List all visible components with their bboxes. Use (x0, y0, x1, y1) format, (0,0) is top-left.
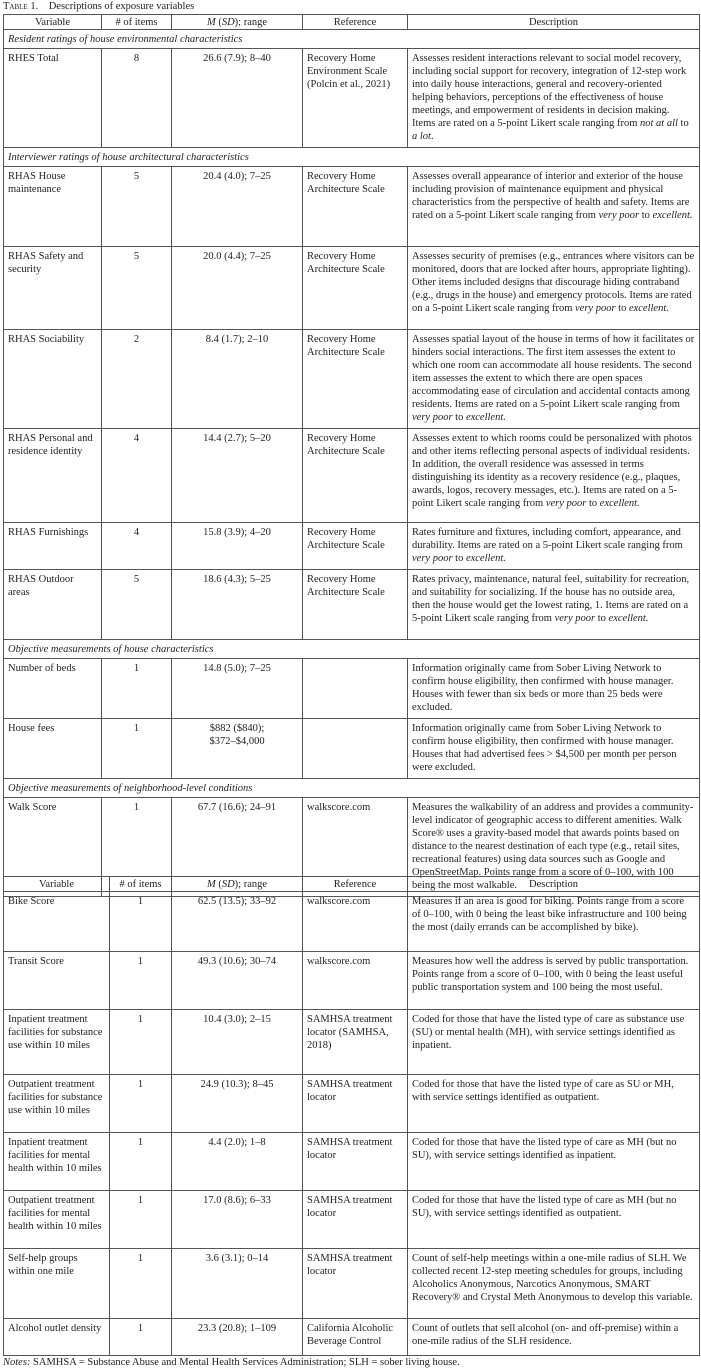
scale-high: a lot (412, 131, 431, 142)
msd-cell: 20.0 (4.4); 7–25 (203, 251, 271, 262)
scale-low: very poor (598, 210, 640, 221)
notes-label: Notes: (3, 1357, 31, 1368)
msd-cell: 26.6 (7.9); 8–40 (203, 53, 271, 64)
notes-text: SAMHSA = Substance Abuse and Mental Health Services Administration; SLH = sober living house. (33, 1357, 460, 1368)
description-cell (408, 570, 699, 629)
variable-cell: Alcohol outlet density (8, 1323, 102, 1334)
variable-cell: House fees (8, 723, 55, 734)
description-cell: Information originally came from Sober Living Network to confirm house eligibility, then confirmed with house manager. Houses with fewer than six beds or more than 25 beds were excluded. (412, 663, 674, 713)
reference-cell: SAMHSA treatment locator (307, 1195, 393, 1219)
description-cell (408, 49, 699, 147)
scale-high: excellent. (608, 613, 649, 624)
scale-low: very poor (575, 303, 616, 314)
msd-cell: 18.6 (4.3); 5–25 (203, 574, 271, 585)
scale-low: very poor (412, 553, 453, 564)
col-header-reference: Reference (303, 15, 408, 30)
msd-cell: 14.8 (5.0); 7–25 (203, 663, 271, 674)
variable-cell: Transit Score (8, 956, 64, 967)
description-cell: Measures if an area is good for biking. Points range from a score of 0–100, with 0 being the least bike infrastructure and 100 being the most (daily errands can be accomplished by bike). (412, 896, 687, 933)
msd-cell: 10.4 (3.0); 2–15 (203, 1014, 271, 1025)
description-cell: Coded for those that have the listed type of care as SU or MH, with service settings identified as outpatient. (412, 1079, 674, 1103)
header-row (4, 15, 700, 30)
description-cell: Coded for those that have the listed type of care as MH (but no SU), with service settings identified as inpatient. (412, 1137, 677, 1161)
section-title: Resident ratings of house environmental characteristics (4, 30, 700, 49)
items-cell: 1 (137, 896, 144, 907)
table-row (4, 1191, 700, 1249)
msd-cell: 20.4 (4.0); 7–25 (203, 171, 271, 182)
scale-high: excellent. (652, 210, 693, 221)
variable-cell: RHAS Outdoor areas (8, 574, 74, 598)
variable-cell: Inpatient treatment facilities for mental health within 10 miles (8, 1137, 102, 1174)
table-notes (3, 1356, 460, 1369)
col-header-reference: Reference (303, 877, 408, 892)
description-text: Assesses resident interactions relevant to social model recovery, including social support for recovery, integration of 12-step work into daily house interactions, general and recovery-oriented helping behaviors, perceptions of the effectiveness of house meetings, and empowerment of residents in decision making. Items are rated on a 5-point Likert scale ranging from (412, 53, 687, 129)
reference-cell: SAMHSA treatment locator (307, 1253, 393, 1277)
table-row (4, 659, 700, 719)
msd-cell (172, 719, 302, 752)
description-cell: Count of outlets that sell alcohol (on- and off-premise) within a one-mile radius of the SLH residence. (412, 1323, 679, 1347)
table-label: Table 1. (3, 1, 39, 12)
description-cell: Information originally came from Sober Living Network to confirm house eligibility, then confirmed with house manager. Houses that had advertised fees > $4,500 per month per person were excluded. (412, 723, 677, 773)
table-row (4, 429, 700, 523)
reference-cell: walkscore.com (307, 896, 371, 907)
description-cell (408, 330, 699, 428)
table-row (4, 1010, 700, 1075)
scale-conj: to (641, 210, 650, 221)
items-cell: 1 (137, 956, 144, 967)
col-header-variable: Variable (4, 15, 102, 30)
description-cell (408, 247, 699, 319)
reference-cell: Recovery Home Architecture Scale (307, 574, 385, 598)
table-row (4, 523, 700, 570)
header-row (4, 877, 700, 892)
scale-low: very poor (554, 613, 596, 624)
variable-cell: Outpatient treatment facilities for substance use within 10 miles (8, 1079, 103, 1116)
scale-end: . (430, 131, 434, 142)
msd-cell: 14.4 (2.7); 5–20 (203, 433, 271, 444)
description-text: Assesses security of premises (e.g., entrances where visitors can be monitored, doors that are locked after hours, appropriate lighting). Other items included designs that discourage hiding contraband (e.g., drugs in the house) and emergency protocols. Items are rated on a 5-point Likert scale ranging from (412, 251, 695, 314)
table-row (4, 1133, 700, 1191)
table-row (4, 1319, 700, 1356)
col-header-description: Description (408, 15, 700, 30)
table-row (4, 1249, 700, 1319)
section-row (4, 640, 700, 659)
items-cell: 2 (133, 334, 140, 345)
table-row (4, 892, 700, 952)
table-title: Descriptions of exposure variables (48, 1, 195, 12)
scale-high: excellent. (465, 553, 506, 564)
msd-cell: 4.4 (2.0); 1–8 (208, 1137, 266, 1148)
scale-conj: to (455, 412, 464, 423)
col-header-msd: M (SD); range (172, 877, 303, 892)
description-cell: Measures how well the address is served by public transportation. Points range from a score of 0–100, with 0 being the least useful public transportation system and 100 being the most useful. (412, 956, 689, 993)
reference-cell: Recovery Home Architecture Scale (307, 171, 385, 195)
table-caption (3, 0, 194, 13)
variable-cell: RHAS Furnishings (8, 527, 89, 538)
msd-cell: 23.3 (20.8); 1–109 (197, 1323, 277, 1334)
col-header-variable: Variable (4, 877, 110, 892)
msd-line: $882 ($840); (209, 723, 265, 734)
description-text: Rates privacy, maintenance, natural feel, suitability for recreation, and suitability for socializing. If the house has no outside area, then the house would get the lowest rating, 1. Items are rated on a 5-point Likert scale ranging from (412, 574, 690, 624)
msd-cell: 49.3 (10.6); 30–74 (197, 956, 277, 967)
msd-cell: 15.8 (3.9); 4–20 (203, 527, 271, 538)
variable-cell: Self-help groups within one mile (8, 1253, 78, 1277)
section-title: Objective measurements of neighborhood-level conditions (4, 779, 700, 798)
scale-high: excellent. (465, 412, 506, 423)
section-row (4, 148, 700, 167)
scale-conj: to (618, 303, 627, 314)
msd-cell: 8.4 (1.7); 2–10 (205, 334, 269, 345)
msd-cell: 17.0 (8.6); 6–33 (203, 1195, 271, 1206)
msd-cell: 24.9 (10.3); 8–45 (200, 1079, 274, 1090)
scale-low: very poor (412, 412, 453, 423)
exposure-table-part-1 (3, 14, 700, 897)
items-cell: 4 (133, 527, 140, 538)
col-header-items: # of items (110, 877, 172, 892)
section-row (4, 779, 700, 798)
table-row (4, 570, 700, 640)
msd-cell: 67.7 (16.6); 24–91 (197, 802, 277, 813)
table-row (4, 247, 700, 330)
description-cell: Coded for those that have the listed type of care as MH (but no SU), with service settings identified as outpatient. (412, 1195, 677, 1219)
items-cell: 1 (133, 802, 140, 813)
scale-conj: to (597, 613, 606, 624)
variable-cell: Outpatient treatment facilities for mental health within 10 miles (8, 1195, 102, 1232)
variable-cell: Inpatient treatment facilities for substance use within 10 miles (8, 1014, 103, 1051)
reference-cell: SAMHSA treatment locator (307, 1137, 393, 1161)
variable-cell: Walk Score (8, 802, 57, 813)
description-cell (408, 167, 699, 226)
reference-cell: California Alcoholic Beverage Control (307, 1323, 394, 1347)
reference-cell: Recovery Home Environment Scale (Polcin et al., 2021) (307, 53, 391, 90)
items-cell: 1 (137, 1253, 144, 1264)
scale-high: excellent. (628, 303, 669, 314)
msd-cell: 62.5 (13.5); 33–92 (197, 896, 277, 907)
items-cell: 5 (133, 171, 140, 182)
section-title: Interviewer ratings of house architectural characteristics (4, 148, 700, 167)
table-row (4, 330, 700, 429)
description-text: Assesses extent to which rooms could be personalized with photos and other items reflecting personal aspects of individual residents. In addition, the overall residence was assessed in terms distinguishing its identity as a recovery residence (e.g., plaques, awards, logos, recovery messages, etc.). Items are rated on a 5-point Likert scale ranging from (412, 433, 692, 509)
description-cell: Measures the walkability of an address and provides a community-level indicator of geographic access to different amenities. Walk Score® uses a gravity-based model that awards points based on distance to the nearest destination of each type (e.g., retail sites, recreational features) using data sources such as Google and OpenStreetMap. Points range from a score of 0–100, with 100 being the most walkable. (412, 802, 694, 891)
table-row (4, 167, 700, 247)
description-text: Assesses overall appearance of interior and exterior of the house including provision of maintenance equipment and physical characteristics from the perspective of health and safety. Items are rated on a 5-point Likert scale ranging from (412, 171, 690, 221)
table-row (4, 49, 700, 148)
scale-low: very poor (545, 498, 587, 509)
items-cell: 5 (133, 251, 140, 262)
items-cell: 1 (137, 1195, 144, 1206)
reference-cell (303, 659, 407, 666)
scale-low: not at all (640, 118, 678, 129)
table-row (4, 1075, 700, 1133)
variable-cell: Number of beds (8, 663, 76, 674)
items-cell: 1 (133, 663, 140, 674)
description-cell: Coded for those that have the listed type of care as substance use (SU) or mental health (MH), with service settings identified as inpatient. (412, 1014, 685, 1051)
items-cell: 1 (137, 1079, 144, 1090)
scale-conj: to (455, 553, 464, 564)
items-cell: 1 (133, 723, 140, 734)
description-text: Rates furniture and fixtures, including comfort, appearance, and durability. Items are rated on a 5-point Likert scale ranging from (412, 527, 683, 551)
col-header-items: # of items (102, 15, 172, 30)
reference-cell: Recovery Home Architecture Scale (307, 433, 385, 457)
items-cell: 1 (137, 1323, 144, 1334)
reference-cell: walkscore.com (307, 956, 371, 967)
variable-cell: RHAS Personal and residence identity (8, 433, 93, 457)
items-cell: 1 (137, 1014, 144, 1025)
items-cell: 8 (133, 53, 140, 64)
msd-line: $372–$4,000 (209, 736, 265, 747)
scale-conj: to (680, 118, 689, 129)
scale-high: excellent. (599, 498, 640, 509)
table-row (4, 719, 700, 779)
variable-cell: RHAS House maintenance (8, 171, 66, 195)
reference-cell (303, 719, 407, 726)
description-cell (408, 429, 699, 514)
msd-cell: 3.6 (3.1); 0–14 (205, 1253, 269, 1264)
items-cell: 4 (133, 433, 140, 444)
variable-cell: RHES Total (8, 53, 59, 64)
col-header-msd: M (SD); range (172, 15, 303, 30)
variable-cell: RHAS Sociability (8, 334, 85, 345)
description-text: Assesses spatial layout of the house in terms of how it facilitates or hinders social interactions. The first item assesses the extent to which one room can accommodate all house residents. The second item assesses the extent to which there are open spaces accommodating ease of circulation and accidental contacts among residents. Items are rated on a 5-point Likert scale ranging from (412, 334, 695, 410)
variable-cell: RHAS Safety and security (8, 251, 84, 275)
items-cell: 1 (137, 1137, 144, 1148)
scale-conj: to (589, 498, 598, 509)
reference-cell: walkscore.com (307, 802, 371, 813)
reference-cell: SAMHSA treatment locator (SAMHSA, 2018) (307, 1014, 393, 1051)
col-header-description: Description (408, 877, 700, 892)
reference-cell: Recovery Home Architecture Scale (307, 251, 385, 275)
variable-cell: Bike Score (8, 896, 55, 907)
exposure-table-part-2 (3, 876, 700, 1356)
description-cell: Count of self-help meetings within a one-mile radius of SLH. We collected recent 12-step meeting schedules for groups, including Alcoholics Anonymous, Narcotics Anonymous, SMART Recovery® and Crystal Meth Anonymous to develop this variable. (412, 1253, 693, 1303)
description-cell (408, 523, 699, 569)
items-cell: 5 (133, 574, 140, 585)
table-row (4, 952, 700, 1010)
section-title: Objective measurements of house characteristics (4, 640, 700, 659)
reference-cell: Recovery Home Architecture Scale (307, 334, 385, 358)
section-row (4, 30, 700, 49)
reference-cell: Recovery Home Architecture Scale (307, 527, 385, 551)
reference-cell: SAMHSA treatment locator (307, 1079, 393, 1103)
